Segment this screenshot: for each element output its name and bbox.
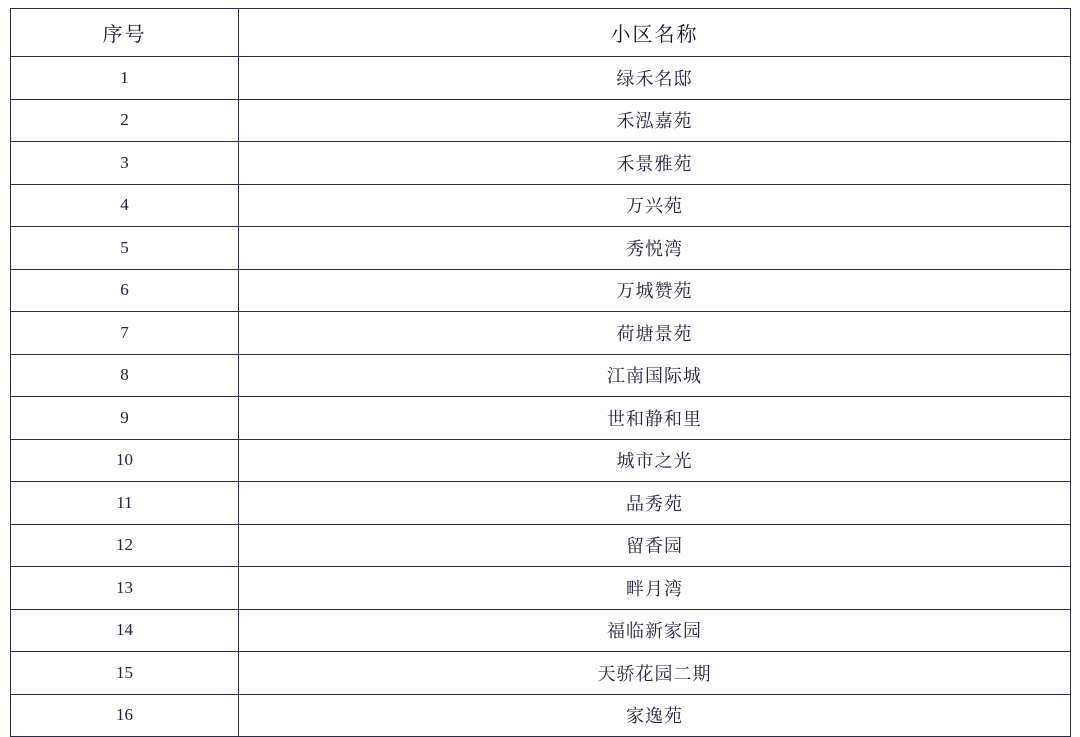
cell-name: 家逸苑: [239, 694, 1071, 737]
cell-name: 万城赞苑: [239, 269, 1071, 312]
cell-index: 12: [11, 524, 239, 567]
column-header-index: 序号: [11, 9, 239, 57]
table-row: [11, 609, 1071, 652]
table-row: [11, 397, 1071, 440]
cell-index: 13: [11, 567, 239, 610]
cell-name: 秀悦湾: [239, 227, 1071, 270]
cell-index: 3: [11, 142, 239, 185]
cell-name: 留香园: [239, 524, 1071, 567]
table-row: [11, 57, 1071, 100]
table-header-row: [11, 9, 1071, 57]
table-row: [11, 142, 1071, 185]
table-row: [11, 269, 1071, 312]
table-row: [11, 227, 1071, 270]
cell-index: 4: [11, 184, 239, 227]
table-row: [11, 312, 1071, 355]
table-row: [11, 184, 1071, 227]
table-row: [11, 524, 1071, 567]
table-header: [11, 9, 1071, 57]
cell-index: 2: [11, 99, 239, 142]
cell-index: 9: [11, 397, 239, 440]
cell-name: 荷塘景苑: [239, 312, 1071, 355]
cell-name: 绿禾名邸: [239, 57, 1071, 100]
cell-index: 14: [11, 609, 239, 652]
table-body: [11, 57, 1071, 737]
cell-index: 11: [11, 482, 239, 525]
cell-name: 万兴苑: [239, 184, 1071, 227]
cell-index: 5: [11, 227, 239, 270]
table-row: [11, 99, 1071, 142]
table-row: [11, 354, 1071, 397]
cell-index: 8: [11, 354, 239, 397]
column-header-name: 小区名称: [239, 9, 1071, 57]
cell-name: 城市之光: [239, 439, 1071, 482]
cell-index: 10: [11, 439, 239, 482]
cell-name: 江南国际城: [239, 354, 1071, 397]
cell-name: 禾泓嘉苑: [239, 99, 1071, 142]
cell-name: 品秀苑: [239, 482, 1071, 525]
cell-name: 禾景雅苑: [239, 142, 1071, 185]
cell-name: 世和静和里: [239, 397, 1071, 440]
cell-name: 天骄花园二期: [239, 652, 1071, 695]
table-row: [11, 567, 1071, 610]
table-row: [11, 694, 1071, 737]
cell-index: 15: [11, 652, 239, 695]
cell-index: 6: [11, 269, 239, 312]
community-listing-table: [10, 8, 1071, 737]
cell-name: 畔月湾: [239, 567, 1071, 610]
table-row: [11, 652, 1071, 695]
cell-index: 1: [11, 57, 239, 100]
cell-index: 7: [11, 312, 239, 355]
table-row: [11, 439, 1071, 482]
cell-name: 福临新家园: [239, 609, 1071, 652]
table-row: [11, 482, 1071, 525]
cell-index: 16: [11, 694, 239, 737]
